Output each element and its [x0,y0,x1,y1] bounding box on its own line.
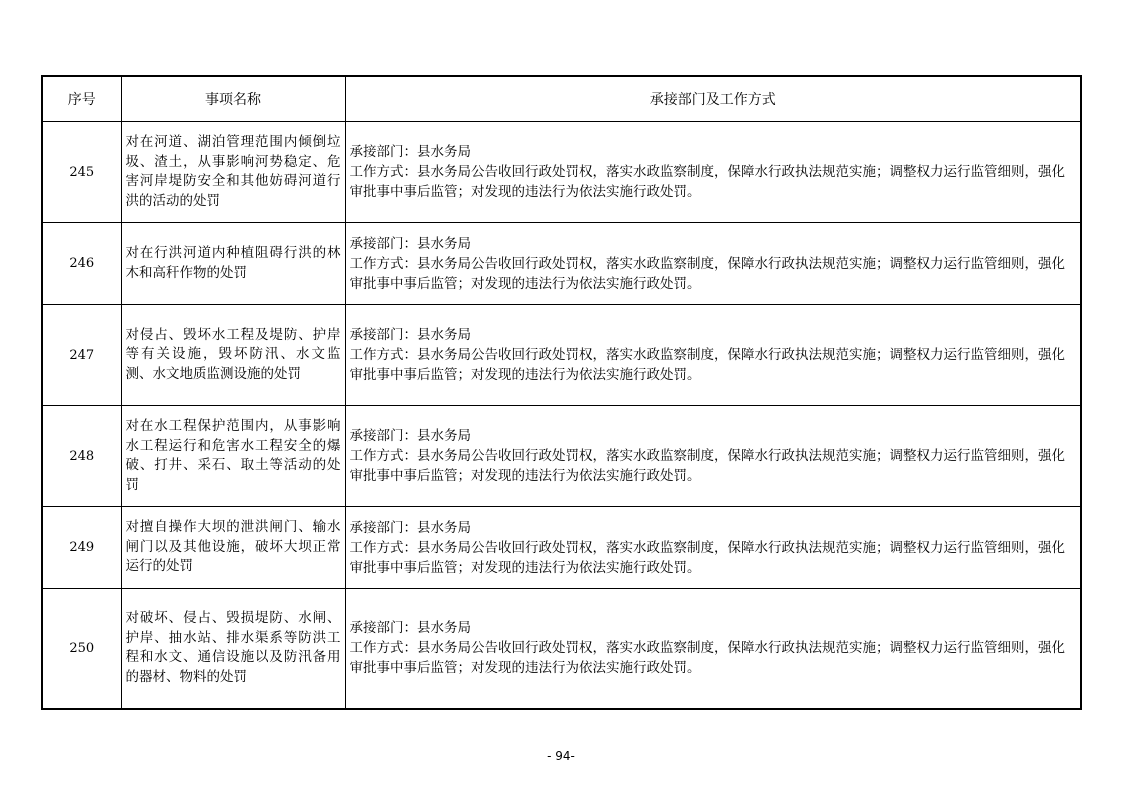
table-row [42,223,1081,305]
row-matter-name: 对侵占、毁坏水工程及堤防、护岸等有关设施，毁坏防汛、水文监测、水文地质监测设施的处罚 [121,305,345,406]
table-row [42,305,1081,406]
row-department-cell [345,507,1081,589]
page-number: - 94- [547,749,575,763]
header-matter-name: 事项名称 [121,76,345,122]
row-work-method: 工作方式：县水务局公告收回行政处罚权，落实水政监察制度，保障水行政执法规范实施；调整权力运行监管细则，强化审批事中事后监管；对发现的违法行为依法实施行政处罚。 [349,640,1065,677]
row-serial-number: 246 [42,223,121,305]
row-work-method: 工作方式：县水务局公告收回行政处罚权，落实水政监察制度，保障水行政执法规范实施；调整权力运行监管细则，强化审批事中事后监管；对发现的违法行为依法实施行政处罚。 [349,539,1065,576]
row-department: 承接部门：县水务局 [349,519,471,536]
row-department: 承接部门：县水务局 [349,620,471,637]
row-serial-number: 245 [42,122,121,223]
row-work-method: 工作方式：县水务局公告收回行政处罚权，落实水政监察制度，保障水行政执法规范实施；调整权力运行监管细则，强化审批事中事后监管；对发现的违法行为依法实施行政处罚。 [349,347,1065,383]
header-serial-number: 序号 [42,76,121,122]
matters-table [41,75,1082,710]
row-matter-name: 对在河道、湖泊管理范围内倾倒垃圾、渣土，从事影响河势稳定、危害河岸堤防安全和其他妨碍河道行洪的活动的处罚 [121,122,345,223]
row-department-cell [345,122,1081,223]
row-work-method: 工作方式：县水务局公告收回行政处罚权，落实水政监察制度，保障水行政执法规范实施；调整权力运行监管细则，强化审批事中事后监管；对发现的违法行为依法实施行政处罚。 [349,255,1065,292]
row-department: 承接部门：县水务局 [349,327,471,343]
row-department-cell [345,305,1081,406]
table-row [42,589,1081,709]
table-header-row [42,76,1081,122]
row-department-cell [345,223,1081,305]
row-serial-number: 250 [42,589,121,709]
header-department-method: 承接部门及工作方式 [345,76,1081,122]
row-department: 承接部门：县水务局 [349,144,471,160]
row-serial-number: 247 [42,305,121,406]
row-matter-name: 对在行洪河道内种植阻碍行洪的林木和高秆作物的处罚 [121,223,345,305]
row-matter-name: 对在水工程保护范围内，从事影响水工程运行和危害水工程安全的爆破、打井、采石、取土等活动的处罚 [121,406,345,507]
row-work-method: 工作方式：县水务局公告收回行政处罚权，落实水政监察制度，保障水行政执法规范实施；调整权力运行监管细则，强化审批事中事后监管；对发现的违法行为依法实施行政处罚。 [349,448,1065,484]
row-department-cell [345,589,1081,709]
table-row [42,507,1081,589]
row-matter-name: 对破坏、侵占、毁损堤防、水闸、护岸、抽水站、排水渠系等防洪工程和水文、通信设施以及防汛备用的器材、物料的处罚 [121,589,345,709]
table-row [42,122,1081,223]
row-matter-name: 对擅自操作大坝的泄洪闸门、输水闸门以及其他设施，破坏大坝正常运行的处罚 [121,507,345,589]
row-department: 承接部门：县水务局 [349,235,471,252]
row-department: 承接部门：县水务局 [349,428,471,444]
row-work-method: 工作方式：县水务局公告收回行政处罚权，落实水政监察制度，保障水行政执法规范实施；调整权力运行监管细则，强化审批事中事后监管；对发现的违法行为依法实施行政处罚。 [349,164,1065,200]
row-serial-number: 248 [42,406,121,507]
table-row [42,406,1081,507]
row-department-cell [345,406,1081,507]
row-serial-number: 249 [42,507,121,589]
